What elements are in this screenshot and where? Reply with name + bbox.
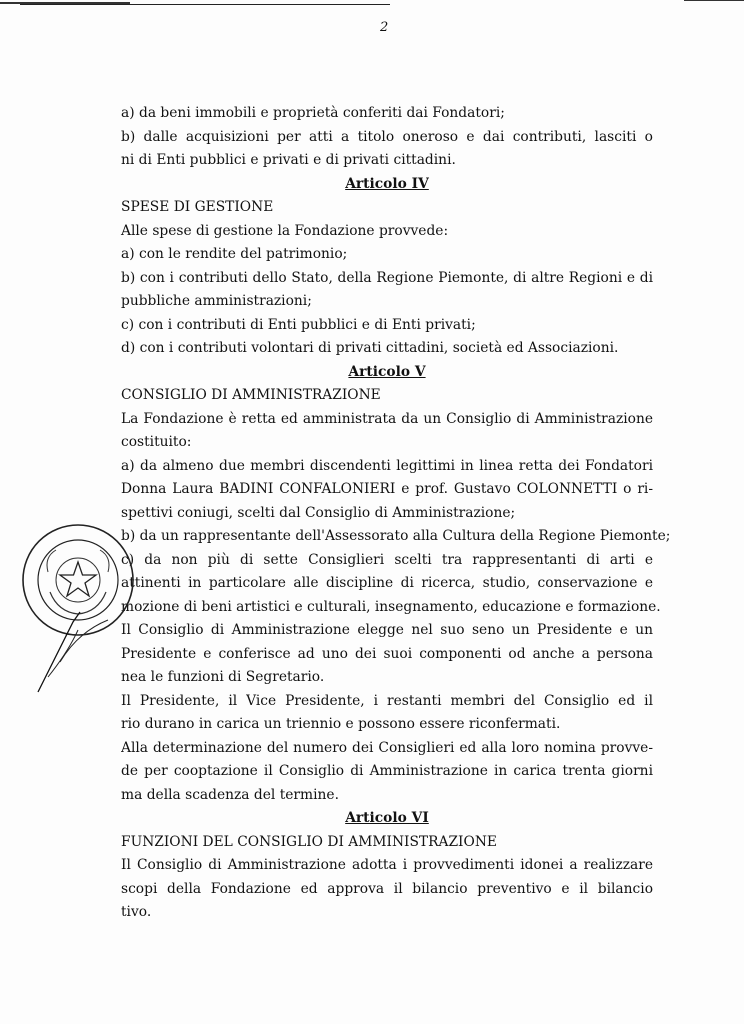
- text-line: spettivi coniugi, scelti dal Consiglio di Amministrazione;: [121, 504, 516, 521]
- text-line: a) da beni immobili e proprietà conferiti dai Fondatori;: [121, 105, 505, 121]
- text-line: La Fondazione è retta ed amministrata da un Consiglio di Amministrazione: [121, 410, 653, 427]
- notary-seal-icon: [18, 512, 143, 697]
- text-line: mozione di beni artistici e culturali, insegnamento, educazione e formazione.: [121, 598, 661, 615]
- text-line: rio durano in carica un triennio e possono essere riconfermati.: [121, 716, 561, 732]
- text-line: Alla determinazione del numero dei Consiglieri ed alla loro nomina provve-: [121, 739, 653, 756]
- text-line: CONSIGLIO DI AMMINISTRAZIONE: [121, 387, 381, 403]
- text-line: a) con le rendite del patrimonio;: [121, 246, 348, 262]
- text-line: b) da un rappresentante dell'Assessorato alla Cultura della Regione Piemonte;: [121, 528, 671, 544]
- text-line: c) da non più di sette Consiglieri scelti tra rappresentanti di arti e: [121, 551, 653, 568]
- text-line: nea le funzioni di Segretario.: [121, 669, 325, 685]
- text-line: Il Consiglio di Amministrazione elegge nel suo seno un Presidente e un: [121, 622, 653, 638]
- text-line: d) con i contributi volontari di privati cittadini, società ed Associazioni.: [121, 340, 619, 356]
- text-line: Alle spese di gestione la Fondazione provvede:: [121, 222, 449, 239]
- text-line: Presidente e conferisce ad uno dei suoi componenti od anche a persona: [121, 645, 653, 662]
- text-line: b) con i contributi dello Stato, della Regione Piemonte, di altre Regioni e di: [121, 269, 653, 286]
- top-rule: [20, 4, 390, 5]
- scan-edge-mark-right: [684, 0, 744, 1]
- page-number: 2: [380, 20, 389, 35]
- article-heading: Articolo V: [348, 363, 426, 380]
- text-line: a) da almeno due membri discendenti legittimi in linea retta dei Fondatori: [121, 457, 653, 474]
- text-line: c) con i contributi di Enti pubblici e di Enti privati;: [121, 316, 476, 333]
- document-body: [121, 102, 671, 925]
- text-line: de per cooptazione il Consiglio di Amministrazione in carica trenta giorni: [121, 763, 653, 779]
- text-line: attinenti in particolare alle discipline di ricerca, studio, conservazione e: [121, 575, 653, 591]
- text-line: pubbliche amministrazioni;: [121, 293, 312, 309]
- text-line: SPESE DI GESTIONE: [121, 199, 274, 215]
- article-heading: Articolo IV: [345, 175, 429, 192]
- text-line: costituito:: [121, 434, 192, 450]
- text-line: scopi della Fondazione ed approva il bilancio preventivo e il bilancio: [121, 880, 653, 897]
- text-line: ni di Enti pubblici e privati e di privati cittadini.: [121, 152, 456, 168]
- text-line: ma della scadenza del termine.: [121, 786, 339, 803]
- text-line: FUNZIONI DEL CONSIGLIO DI AMMINISTRAZIONE: [121, 833, 497, 850]
- text-line: b) dalle acquisizioni per atti a titolo oneroso e dai contributi, lasciti o: [121, 128, 653, 145]
- article-heading: Articolo VI: [345, 810, 429, 826]
- text-line: Donna Laura BADINI CONFALONIERI e prof. Gustavo COLONNETTI o ri-: [121, 481, 653, 497]
- text-line: Il Presidente, il Vice Presidente, i restanti membri del Consiglio ed il: [121, 692, 653, 709]
- text-line: tivo.: [121, 904, 152, 920]
- text-line: Il Consiglio di Amministrazione adotta i provvedimenti idonei a realizzare: [121, 857, 653, 873]
